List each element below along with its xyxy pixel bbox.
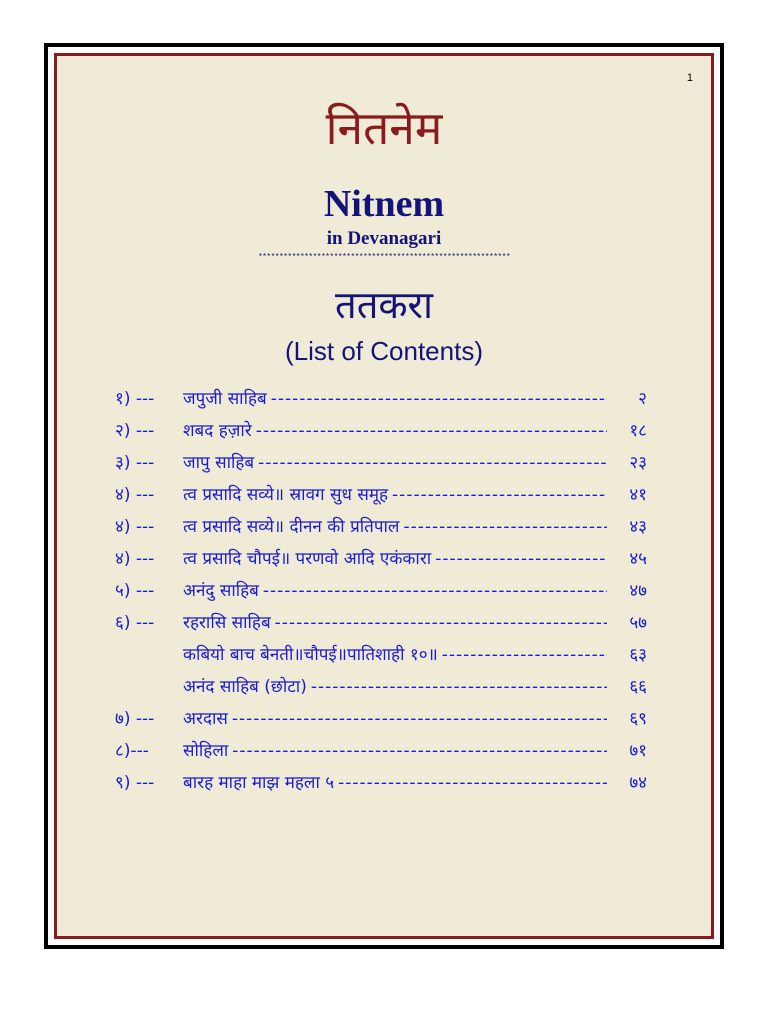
toc-leader [435, 549, 607, 569]
toc-page: ७४ [629, 773, 647, 793]
star-divider: ************************************************************ [257, 253, 511, 262]
toc-page: ६३ [629, 645, 647, 665]
toc-title: त्व प्रसादि सव्ये॥ स्रावग सुध समूह [183, 485, 389, 505]
contents-heading-english: (List of Contents) [285, 336, 483, 366]
toc-title: कबियो बाच बेनती॥चौपई॥पातिशाही १०॥ [183, 645, 438, 665]
toc-page: २३ [629, 453, 647, 473]
toc-number: ३) --- [115, 453, 155, 473]
toc-title: रहरासि साहिब [183, 613, 271, 633]
toc-item-jaapu-sahib[interactable] [115, 450, 647, 482]
contents-heading-hindi: ततकरा [335, 283, 433, 327]
toc-page: ४३ [629, 517, 647, 537]
toc-page: ६९ [629, 709, 647, 729]
toc-page: ४१ [629, 485, 647, 505]
page-inner-border [54, 53, 714, 939]
toc-item-tav-prasad-chaupai[interactable] [115, 546, 647, 578]
toc-page: २ [638, 389, 647, 409]
toc-leader [392, 485, 607, 505]
toc-item-benti-chaupai[interactable] [115, 642, 647, 674]
toc-number: ८)--- [115, 741, 149, 761]
toc-number: ४) --- [115, 517, 155, 537]
toc-leader [258, 453, 607, 473]
toc-title: जपुजी साहिब [183, 389, 267, 409]
toc-leader [232, 741, 607, 761]
toc-number: २) --- [115, 421, 155, 441]
page-number: 1 [686, 72, 693, 84]
toc-title: शबद हज़ारे [183, 421, 252, 441]
toc-number: १) --- [115, 389, 155, 409]
table-of-contents [115, 386, 647, 802]
toc-page: ७१ [629, 741, 647, 761]
toc-title: अनंदु साहिब [183, 581, 259, 601]
toc-title: जापु साहिब [183, 453, 255, 473]
toc-item-japuji-sahib[interactable] [115, 386, 647, 418]
toc-title: त्व प्रसादि सव्ये॥ दीनन की प्रतिपाल [183, 517, 400, 537]
toc-item-shabad-hazare[interactable] [115, 418, 647, 450]
toc-item-rehras-sahib[interactable] [115, 610, 647, 642]
toc-title: सोहिला [183, 741, 229, 761]
toc-leader [338, 773, 607, 793]
toc-title: अनंद साहिब (छोटा) [183, 677, 307, 697]
toc-leader [311, 677, 607, 697]
toc-leader [275, 613, 607, 633]
toc-title: त्व प्रसादि चौपई॥ परणवो आदि एकंकारा [183, 549, 432, 569]
toc-number: ७) --- [115, 709, 155, 729]
toc-number: ४) --- [115, 549, 155, 569]
toc-number: ६) --- [115, 613, 155, 633]
title-english: Nitnem [323, 183, 445, 225]
toc-title: अरदास [183, 709, 228, 729]
toc-leader [271, 389, 607, 409]
toc-item-ardas[interactable] [115, 706, 647, 738]
toc-item-anand-sahib-chhota[interactable] [115, 674, 647, 706]
toc-item-barah-maha[interactable] [115, 770, 647, 802]
toc-title: बारह माहा माझ महला ५ [183, 773, 335, 793]
toc-leader [256, 421, 607, 441]
subtitle-english: in Devanagari [326, 228, 442, 249]
toc-item-anandu-sahib[interactable] [115, 578, 647, 610]
toc-page: ४७ [629, 581, 647, 601]
toc-page: ४५ [629, 549, 647, 569]
toc-leader [403, 517, 607, 537]
title-hindi: नितनेम [325, 101, 443, 155]
toc-page: ५७ [629, 613, 647, 633]
toc-number: ४) --- [115, 485, 155, 505]
toc-leader [442, 645, 607, 665]
page-outer-border [44, 43, 724, 949]
toc-item-tav-prasad-savaiye-2[interactable] [115, 514, 647, 546]
toc-number: ५) --- [115, 581, 155, 601]
toc-item-tav-prasad-savaiye-1[interactable] [115, 482, 647, 514]
toc-leader [232, 709, 607, 729]
toc-leader [263, 581, 607, 601]
toc-number: ९) --- [115, 773, 155, 793]
toc-page: ६६ [629, 677, 647, 697]
toc-item-sohila[interactable] [115, 738, 647, 770]
toc-page: १८ [629, 421, 647, 441]
